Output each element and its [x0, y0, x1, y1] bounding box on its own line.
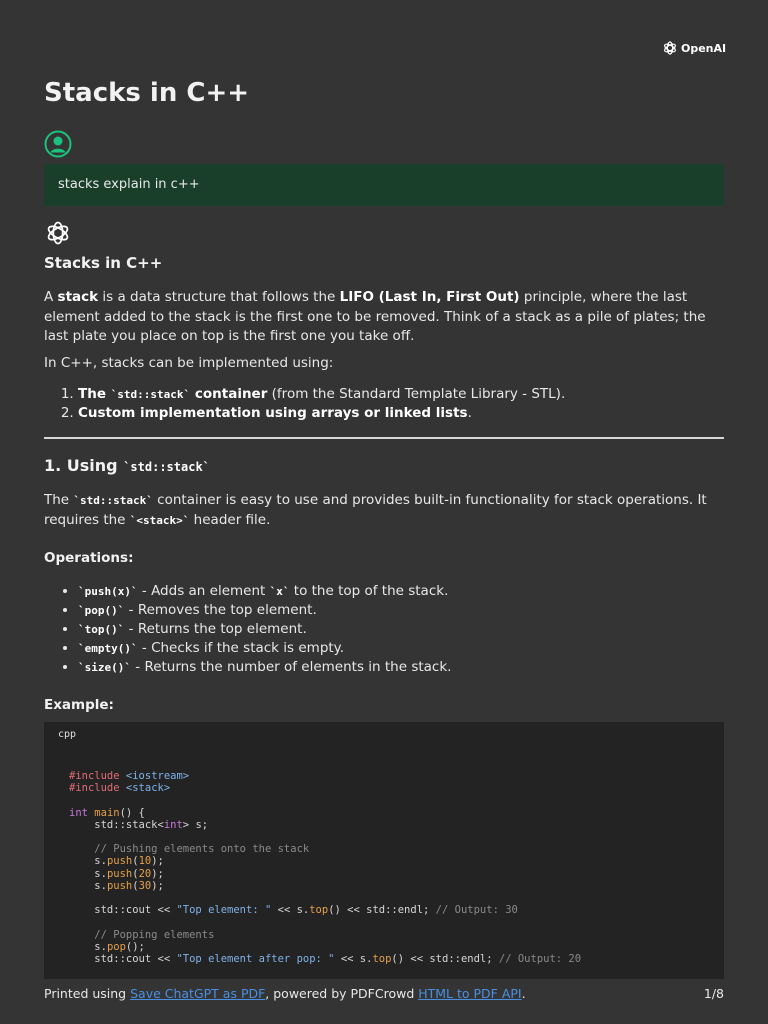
list-item — [78, 404, 724, 422]
text-span: - Adds an element — [137, 583, 270, 599]
code-line — [69, 819, 581, 831]
code-token: s. — [69, 855, 107, 868]
code-line — [69, 770, 581, 782]
code-token: 30 — [138, 879, 152, 892]
code-line — [69, 868, 581, 880]
code-line — [69, 904, 581, 916]
code-token: // Popping elements — [69, 928, 215, 941]
code-token: std::cout << — [69, 953, 177, 966]
inline-code: `push(x)` — [78, 585, 138, 598]
code-token: std::stack< — [69, 818, 164, 831]
code-token: ); — [151, 879, 164, 892]
list-item — [78, 601, 724, 620]
text-span: - Returns the number of elements in the stack. — [130, 659, 452, 675]
list-item — [78, 658, 724, 677]
code-token: "Top element: " — [176, 904, 272, 917]
inline-code: `std::stack` — [123, 460, 210, 474]
text-span: The — [44, 492, 74, 508]
text-span: container is easy to use and provides built-in functionality for stack operations. It requires the — [44, 492, 707, 528]
code-line — [69, 807, 581, 819]
save-chatgpt-link[interactable]: Save ChatGPT as PDF — [130, 986, 266, 1001]
code-token: top — [372, 953, 392, 966]
std-stack-paragraph — [44, 491, 724, 530]
text-span: header file. — [189, 511, 271, 528]
code-token: "Top element after pop: " — [176, 953, 335, 966]
user-avatar — [44, 130, 72, 162]
code-content — [69, 770, 581, 965]
user-avatar-icon — [44, 130, 72, 158]
code-line — [69, 892, 581, 904]
code-line — [69, 929, 581, 941]
bold-term: stack — [57, 289, 99, 305]
footer-credit — [44, 986, 526, 1001]
text-span: to the top of the stack. — [289, 583, 449, 599]
code-token: top — [309, 904, 329, 917]
impl-intro: In C++, stacks can be implemented using: — [44, 354, 334, 371]
text-span: - Checks if the stack is empty. — [137, 640, 345, 656]
implementation-list — [78, 385, 724, 422]
openai-logo — [662, 40, 726, 56]
code-line — [69, 880, 581, 892]
user-message: stacks explain in c++ — [44, 164, 724, 206]
code-token: ); — [151, 855, 164, 868]
heading-text: 1. Using — [44, 456, 124, 475]
list-item — [78, 582, 724, 601]
divider — [44, 437, 724, 439]
code-token: // Output: 30 — [435, 904, 518, 917]
code-token: ); — [151, 867, 164, 880]
code-line — [69, 794, 581, 806]
code-block — [44, 722, 724, 979]
code-line — [69, 831, 581, 843]
code-token: s. — [69, 940, 107, 953]
page-title: Stacks in C++ — [44, 78, 250, 108]
text-span: principle, where the last element added to the stack is the first one to be removed. Think of a stack as a pile of plates; the last plate you place on top is the first one you take off. — [44, 289, 706, 344]
code-token: push — [106, 879, 133, 892]
operations-label: Operations: — [44, 550, 134, 566]
code-token: (); — [125, 940, 145, 953]
code-token: ( — [132, 855, 139, 868]
text-span: . — [521, 986, 526, 1001]
code-line — [69, 782, 581, 794]
code-token: // Output: 20 — [498, 953, 582, 966]
code-line — [69, 843, 581, 855]
code-token: () << std::endl; — [328, 904, 436, 917]
text-span: - Removes the top element. — [124, 602, 317, 618]
code-token: > s; — [182, 818, 209, 831]
code-token: s. — [69, 867, 107, 880]
text-span: Printed using — [44, 986, 131, 1001]
code-line — [69, 916, 581, 928]
code-line — [69, 953, 581, 965]
code-token: push — [106, 855, 133, 868]
code-token: () << std::endl; — [391, 953, 499, 966]
text-span: - Returns the top element. — [124, 621, 307, 637]
code-token: main — [94, 806, 120, 819]
code-token: #include — [69, 782, 120, 795]
bold-text: Custom implementation using arrays or linked lists — [78, 405, 468, 421]
answer-heading: Stacks in C++ — [44, 254, 163, 272]
operations-list — [78, 582, 724, 677]
section-heading — [44, 456, 724, 475]
assistant-avatar — [44, 219, 72, 251]
list-item — [78, 639, 724, 658]
code-token: 20 — [138, 867, 152, 880]
text-span: (from the Standard Template Library - STL). — [267, 386, 566, 402]
code-token: 10 — [138, 855, 152, 868]
list-item — [78, 385, 724, 404]
inline-code: `std::stack` — [110, 388, 191, 401]
code-token: << s. — [271, 904, 310, 917]
assistant-response — [44, 254, 724, 723]
inline-code: `size()` — [78, 661, 131, 674]
code-token: pop — [106, 940, 126, 953]
footer — [44, 986, 724, 1001]
intro-paragraph — [44, 288, 724, 347]
text-span: , powered by PDFCrowd — [265, 986, 419, 1001]
code-token: <stack> — [125, 782, 171, 795]
code-token: push — [106, 867, 133, 880]
code-token: ( — [132, 879, 139, 892]
list-item — [78, 620, 724, 639]
code-token: () { — [119, 806, 145, 819]
example-label: Example: — [44, 697, 114, 713]
page-number: 1/8 — [703, 986, 724, 1001]
inline-code: `pop()` — [78, 604, 125, 617]
code-token: #include — [69, 770, 120, 782]
text-span: A — [44, 289, 58, 305]
code-token: ( — [132, 867, 139, 880]
code-token: s. — [69, 879, 107, 892]
bold-text: container — [190, 386, 268, 402]
inline-code: `top()` — [78, 623, 125, 636]
chatgpt-icon — [44, 219, 72, 247]
code-token: int — [69, 806, 88, 819]
code-token: int — [163, 818, 183, 831]
html-to-pdf-link[interactable]: HTML to PDF API — [418, 986, 522, 1001]
bold-text: The — [78, 386, 111, 402]
text-span: is a data structure that follows the — [98, 289, 340, 305]
inline-code: `<stack>` — [129, 513, 190, 527]
openai-logo-icon — [662, 40, 678, 56]
brand-name: OpenAI — [681, 41, 727, 55]
code-token: <iostream> — [125, 770, 190, 782]
code-token: // Pushing elements onto the stack — [69, 843, 310, 856]
code-token: << s. — [334, 953, 373, 966]
text-span: . — [467, 405, 472, 421]
bold-term: LIFO (Last In, First Out) — [339, 289, 520, 305]
code-line — [69, 941, 581, 953]
inline-code: `x` — [269, 585, 290, 598]
code-token: std::cout << — [69, 904, 177, 917]
inline-code: `std::stack` — [73, 494, 153, 507]
code-language-label: cpp — [58, 729, 77, 740]
code-line — [69, 855, 581, 867]
inline-code: `empty()` — [78, 642, 138, 655]
